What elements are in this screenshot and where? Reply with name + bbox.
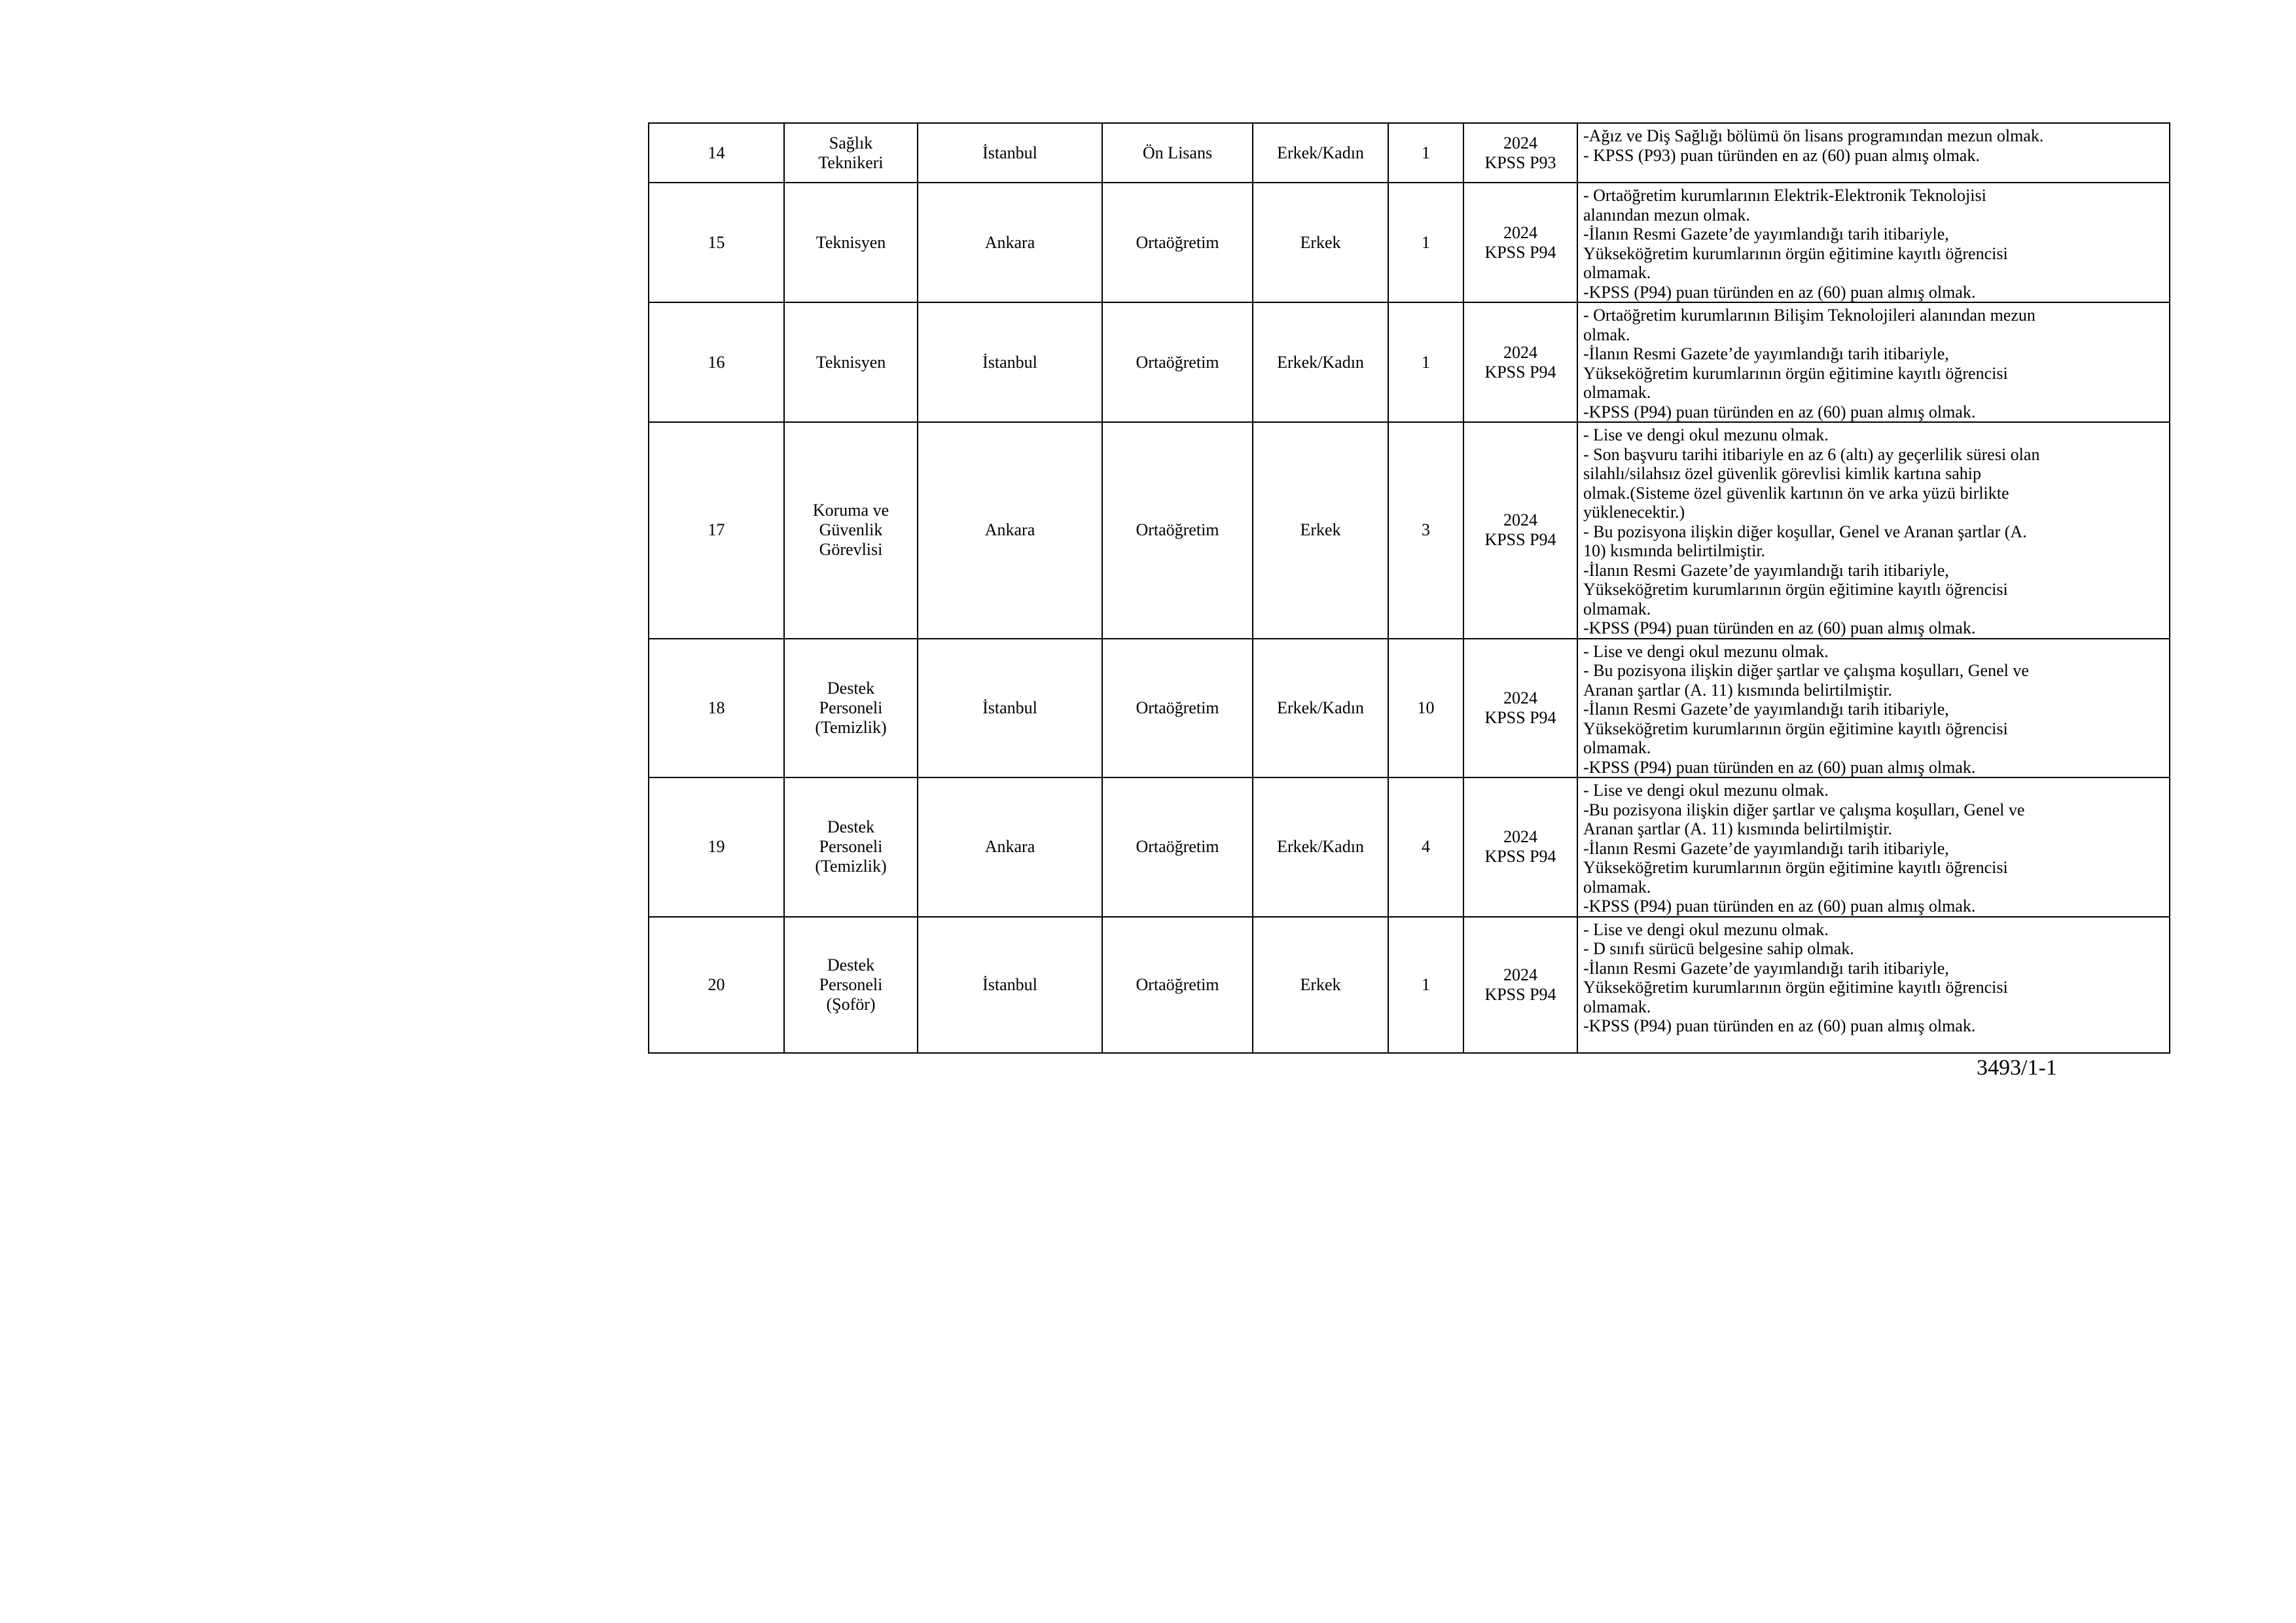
table-row [649, 422, 2170, 639]
cell-requirements-line: - D sınıfı sürücü belgesine sahip olmak. [1583, 939, 1854, 958]
cell-requirements-line: - Ortaöğretim kurumlarının Elektrik-Elektronik Teknolojisi [1583, 186, 1986, 205]
cell-city: İstanbul [918, 123, 1102, 183]
cell-requirements-line: - Lise ve dengi okul mezunu olmak. [1583, 919, 1829, 939]
cell-requirements-line: -İlanın Resmi Gazete’de yayımlandığı tarih itibariyle, [1583, 560, 1949, 580]
cell-requirements-line: olmamak. [1583, 997, 1651, 1016]
cell-title-line: Destek [827, 955, 875, 974]
cell-exam-line: 2024 [1503, 827, 1537, 847]
positions-table [648, 122, 2170, 1054]
cell-education: Ortaöğretim [1102, 422, 1253, 639]
cell-education: Ortaöğretim [1102, 183, 1253, 302]
cell-exam-line: KPSS P94 [1484, 362, 1556, 382]
cell-education: Ortaöğretim [1102, 639, 1253, 778]
cell-requirements-line: olmak. [1583, 325, 1630, 344]
cell-requirements-line: olmamak. [1583, 599, 1651, 618]
cell-count: 1 [1388, 183, 1463, 302]
cell-education: Ortaöğretim [1102, 302, 1253, 422]
cell-gender: Erkek/Kadın [1253, 639, 1388, 778]
cell-city: Ankara [918, 422, 1102, 639]
cell-count: 10 [1388, 639, 1463, 778]
table-row [649, 777, 2170, 917]
cell-count: 1 [1388, 302, 1463, 422]
cell-count: 1 [1388, 917, 1463, 1053]
cell-requirements-line: Aranan şartlar (A. 11) kısmında belirtilmiştir. [1583, 819, 1892, 838]
cell-education: Ön Lisans [1102, 123, 1253, 183]
cell-requirements-line: Yükseköğretim kurumlarının örgün eğitimine kayıtlı öğrencisi [1583, 580, 2008, 599]
cell-exam-line: KPSS P94 [1484, 707, 1556, 727]
cell-title-line: Personeli [819, 837, 883, 857]
cell-requirements-line: Yükseköğretim kurumlarının örgün eğitimine kayıtlı öğrencisi [1583, 243, 2008, 263]
cell-gender: Erkek/Kadın [1253, 123, 1388, 183]
cell-city: Ankara [918, 777, 1102, 917]
cell-title-line: Teknisyen [816, 232, 886, 252]
cell-exam [1463, 422, 1577, 639]
cell-number: 18 [649, 639, 784, 778]
cell-exam-line: 2024 [1503, 223, 1537, 242]
cell-requirements-line: -KPSS (P94) puan türünden en az (60) puan almış olmak. [1583, 757, 1976, 777]
cell-requirements-line: Yükseköğretim kurumlarının örgün eğitimine kayıtlı öğrencisi [1583, 978, 2008, 997]
cell-exam-line: 2024 [1503, 133, 1537, 152]
cell-requirements-line: -İlanın Resmi Gazete’de yayımlandığı tarih itibariyle, [1583, 838, 1949, 858]
cell-title-line: Personeli [819, 698, 883, 717]
cell-exam-line: KPSS P94 [1484, 847, 1556, 866]
cell-requirements-line: -Ağız ve Diş Sağlığı bölümü ön lisans programından mezun olmak. [1583, 126, 2044, 145]
cell-requirements-line: - Son başvuru tarihi itibariyle en az 6 (altı) ay geçerlilik süresi olan [1583, 444, 2040, 464]
cell-title-line: Destek [827, 817, 875, 837]
cell-exam [1463, 777, 1577, 917]
cell-requirements [1577, 123, 2170, 183]
cell-title [784, 422, 918, 639]
cell-exam-line: KPSS P94 [1484, 530, 1556, 550]
cell-number: 19 [649, 777, 784, 917]
cell-count: 1 [1388, 123, 1463, 183]
cell-gender: Erkek [1253, 183, 1388, 302]
cell-title-line: (Temizlik) [815, 717, 887, 737]
cell-exam-line: KPSS P94 [1484, 242, 1556, 262]
cell-exam [1463, 183, 1577, 302]
cell-requirements-line: yüklenecektir.) [1583, 503, 1685, 522]
cell-requirements-line: - Lise ve dengi okul mezunu olmak. [1583, 641, 1829, 661]
cell-requirements [1577, 183, 2170, 302]
positions-table-body [649, 123, 2170, 1053]
cell-education: Ortaöğretim [1102, 777, 1253, 917]
cell-title-line: Teknikeri [818, 152, 884, 172]
cell-gender: Erkek [1253, 917, 1388, 1053]
cell-requirements-line: Yükseköğretim kurumlarının örgün eğitimine kayıtlı öğrencisi [1583, 363, 2008, 383]
cell-count: 3 [1388, 422, 1463, 639]
cell-requirements-line: olmamak. [1583, 263, 1651, 282]
cell-title-line: Teknisyen [816, 352, 886, 372]
cell-title [784, 777, 918, 917]
cell-requirements-line: - Bu pozisyona ilişkin diğer koşullar, Genel ve Aranan şartlar (A. [1583, 522, 2027, 541]
cell-requirements-line: silahlı/silahsız özel güvenlik görevlisi kimlik kartına sahip [1583, 464, 1982, 483]
cell-requirements-line: -İlanın Resmi Gazete’de yayımlandığı tarih itibariyle, [1583, 700, 1949, 719]
cell-requirements-line: olmamak. [1583, 738, 1651, 757]
cell-requirements-line: olmak.(Sisteme özel güvenlik kartının ön ve arka yüzü birlikte [1583, 483, 2009, 503]
cell-exam-line: 2024 [1503, 965, 1537, 984]
cell-requirements-line: 10) kısmında belirtilmiştir. [1583, 541, 1766, 560]
cell-number: 17 [649, 422, 784, 639]
cell-gender: Erkek [1253, 422, 1388, 639]
cell-requirements-line: olmamak. [1583, 877, 1651, 897]
cell-title [784, 639, 918, 778]
cell-requirements-line: - KPSS (P93) puan türünden en az (60) puan almış olmak. [1583, 145, 1980, 165]
cell-requirements-line: -KPSS (P94) puan türünden en az (60) puan almış olmak. [1583, 1016, 1976, 1035]
cell-exam-line: KPSS P94 [1484, 984, 1556, 1004]
cell-requirements-line: Aranan şartlar (A. 11) kısmında belirtilmiştir. [1583, 680, 1892, 700]
cell-requirements-line: -KPSS (P94) puan türünden en az (60) puan almış olmak. [1583, 402, 1976, 421]
table-row [649, 917, 2170, 1053]
cell-title-line: Destek [827, 678, 875, 698]
cell-requirements-line: olmamak. [1583, 383, 1651, 402]
cell-requirements-line: - Lise ve dengi okul mezunu olmak. [1583, 425, 1829, 444]
cell-requirements [1577, 777, 2170, 917]
cell-requirements [1577, 917, 2170, 1053]
cell-requirements-line: -KPSS (P94) puan türünden en az (60) puan almış olmak. [1583, 618, 1976, 637]
cell-exam-line: 2024 [1503, 342, 1537, 362]
cell-requirements-line: -KPSS (P94) puan türünden en az (60) puan almış olmak. [1583, 897, 1976, 916]
cell-title-line: Koruma ve [812, 501, 889, 520]
cell-title [784, 183, 918, 302]
table-row [649, 123, 2170, 183]
cell-exam-line: KPSS P93 [1484, 152, 1556, 172]
cell-title-line: (Şoför) [826, 994, 876, 1014]
cell-requirements-line: - Ortaöğretim kurumlarının Bilişim Teknolojileri alanından mezun [1583, 306, 2036, 325]
cell-gender: Erkek/Kadın [1253, 302, 1388, 422]
table-row [649, 183, 2170, 302]
cell-title-line: (Temizlik) [815, 857, 887, 876]
cell-requirements-line: Yükseköğretim kurumlarının örgün eğitimine kayıtlı öğrencisi [1583, 719, 2008, 738]
cell-exam [1463, 123, 1577, 183]
cell-exam [1463, 917, 1577, 1053]
cell-title [784, 917, 918, 1053]
cell-exam [1463, 639, 1577, 778]
cell-number: 20 [649, 917, 784, 1053]
cell-title-line: Güvenlik [819, 520, 883, 540]
cell-requirements-line: -İlanın Resmi Gazete’de yayımlandığı tarih itibariyle, [1583, 224, 1949, 243]
cell-title [784, 302, 918, 422]
cell-city: İstanbul [918, 639, 1102, 778]
page-number: 3493/1-1 [1977, 1056, 2057, 1080]
cell-title-line: Görevlisi [819, 540, 883, 560]
cell-requirements-line: Yükseköğretim kurumlarının örgün eğitimine kayıtlı öğrencisi [1583, 858, 2008, 877]
cell-number: 14 [649, 123, 784, 183]
cell-requirements-line: -İlanın Resmi Gazete’de yayımlandığı tarih itibariyle, [1583, 344, 1949, 363]
cell-count: 4 [1388, 777, 1463, 917]
table-row [649, 302, 2170, 422]
cell-requirements-line: -KPSS (P94) puan türünden en az (60) puan almış olmak. [1583, 282, 1976, 302]
cell-city: Ankara [918, 183, 1102, 302]
cell-exam-line: 2024 [1503, 510, 1537, 530]
cell-title-line: Personeli [819, 974, 883, 994]
cell-requirements-line: - Bu pozisyona ilişkin diğer şartlar ve çalışma koşulları, Genel ve [1583, 661, 2029, 680]
cell-number: 15 [649, 183, 784, 302]
cell-requirements [1577, 422, 2170, 639]
cell-city: İstanbul [918, 302, 1102, 422]
cell-exam-line: 2024 [1503, 688, 1537, 707]
cell-number: 16 [649, 302, 784, 422]
cell-requirements [1577, 639, 2170, 778]
cell-title [784, 123, 918, 183]
cell-title-line: Sağlık [829, 133, 873, 152]
cell-gender: Erkek/Kadın [1253, 777, 1388, 917]
cell-requirements [1577, 302, 2170, 422]
cell-requirements-line: alanından mezun olmak. [1583, 205, 1750, 224]
cell-education: Ortaöğretim [1102, 917, 1253, 1053]
cell-requirements-line: - Lise ve dengi okul mezunu olmak. [1583, 781, 1829, 800]
cell-requirements-line: -Bu pozisyona ilişkin diğer şartlar ve çalışma koşulları, Genel ve [1583, 800, 2025, 819]
table-row [649, 639, 2170, 778]
cell-city: İstanbul [918, 917, 1102, 1053]
cell-requirements-line: -İlanın Resmi Gazete’de yayımlandığı tarih itibariyle, [1583, 958, 1949, 978]
cell-exam [1463, 302, 1577, 422]
